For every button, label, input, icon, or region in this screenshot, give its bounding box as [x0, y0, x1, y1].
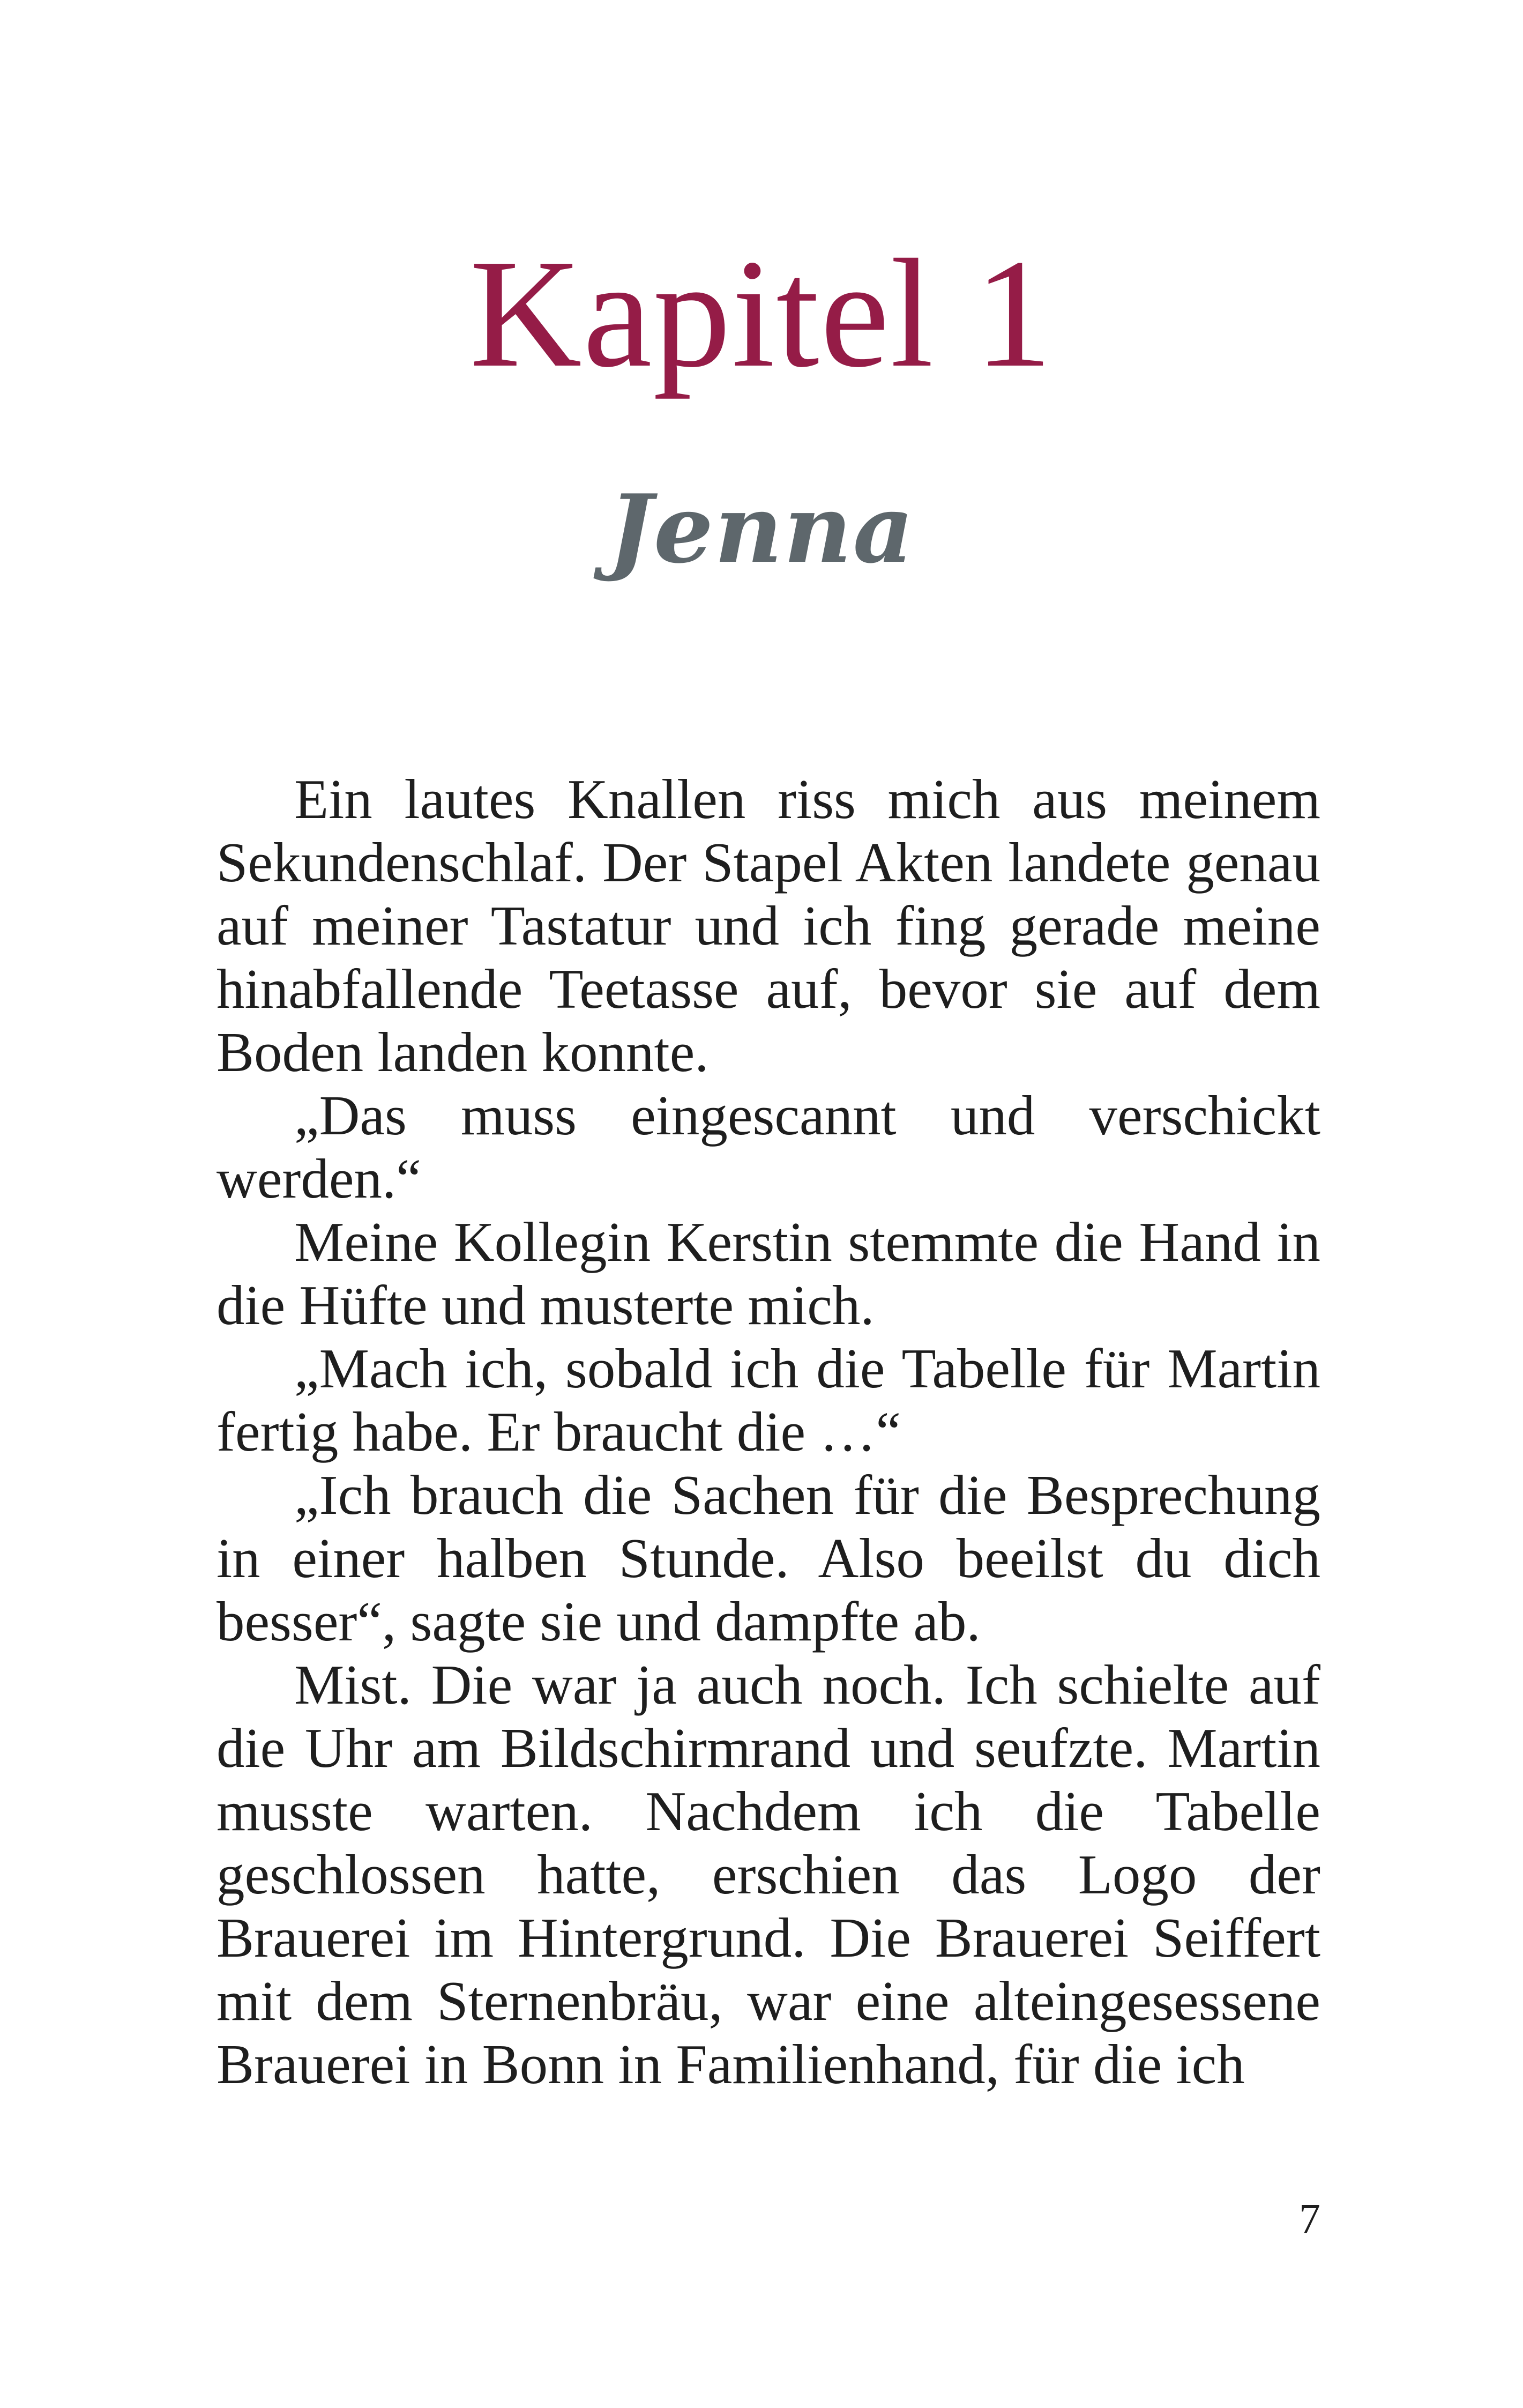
paragraph: Mist. Die war ja auch noch. Ich schielte auf die Uhr am Bildschirmrand und seufzte. Martin musste warten. Nachdem ich die Tabelle geschlossen hatte, erschien das Logo der Brauerei im Hintergrund. Die Brauerei Seiffert mit dem Sternenbräu, war eine alteingesessene Brauerei in Bonn in Familienhand, für die ich [216, 1653, 1320, 2095]
page-number: 7 [1299, 2196, 1320, 2243]
chapter-title: Kapitel 1 [469, 227, 1054, 399]
paragraph: Meine Kollegin Kerstin stemmte die Hand in die Hüfte und musterte mich. [216, 1210, 1320, 1336]
body-text [216, 768, 1320, 2096]
paragraph: „Das muss eingescannt und verschickt werden.“ [216, 1084, 1320, 1210]
paragraph: „Ich brauch die Sachen für die Besprechung in einer halben Stunde. Also beeilst du dich besser“, sagte sie und dampfte ab. [216, 1463, 1320, 1653]
paragraph: Ein lautes Knallen riss mich aus meinem Sekundenschlaf. Der Stapel Akten landete genau auf meiner Tastatur und ich fing gerade meine hinabfallende Teetasse auf, bevor sie auf dem Boden landen konnte. [216, 768, 1320, 1083]
paragraph: „Mach ich, sobald ich die Tabelle für Martin fertig habe. Er braucht die …“ [216, 1337, 1320, 1463]
character-name: Jenna [608, 474, 915, 584]
